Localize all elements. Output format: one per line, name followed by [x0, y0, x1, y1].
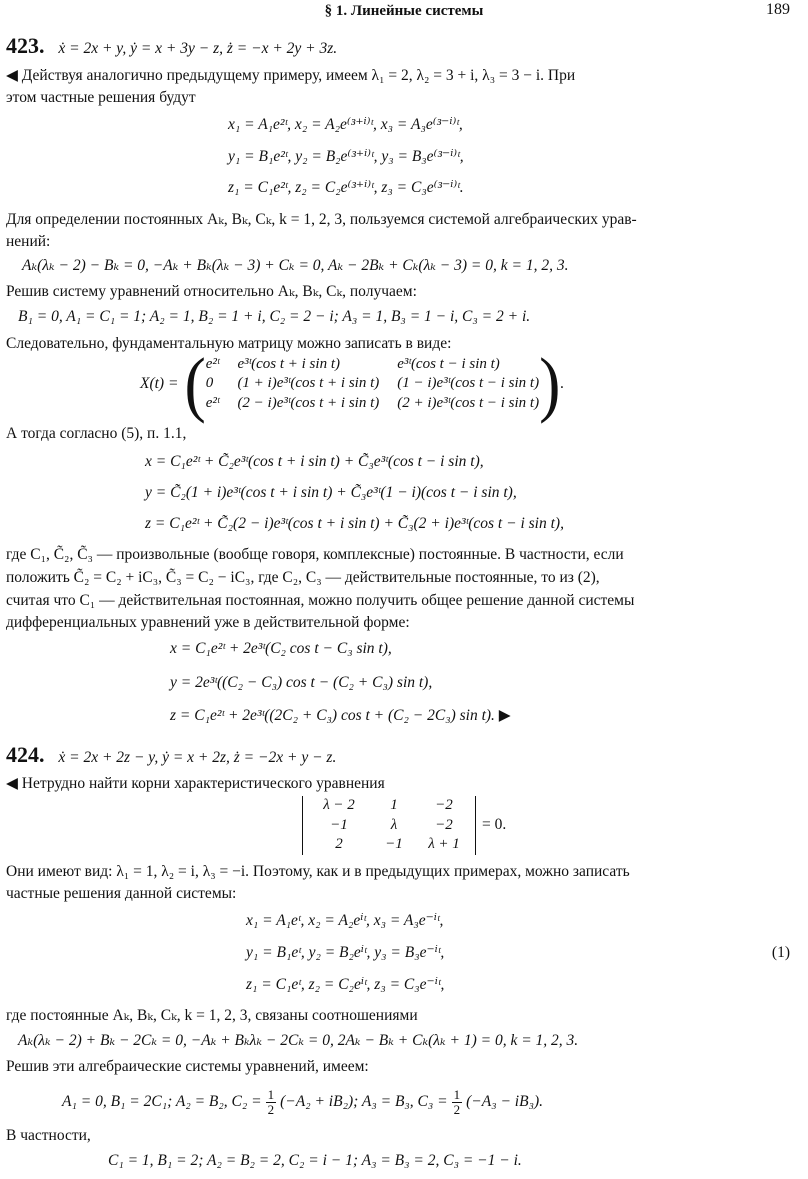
particular-solution-x: x₁ = A₁e²ᵗ, x₂ = A₂e⁽³⁺ⁱ⁾ᵗ, x₃ = A₃e⁽³⁻ⁱ⁾ᵗ, [228, 116, 463, 133]
det-cell: −1 [385, 836, 403, 852]
fraction-one-half: $\frac{1}{2}$ [453, 1087, 461, 1117]
real-solution-x: x = C₁e²ᵗ + 2e³ᵗ(C₂ cos t − C₃ sin t), [170, 640, 392, 657]
matrix-cell: (1 + i)e³ᵗ(cos t + i sin t) [237, 375, 380, 392]
relations-part-c: (−A₃ − iB₃). [466, 1093, 544, 1111]
general-solution-z: z = C₁e²ᵗ + C̃₂(2 − i)e³ᵗ(cos t + i sin t) + C̃₃(2 + i)e³ᵗ(cos t − i sin t), [145, 515, 564, 532]
text-line: Для определении постоянных Aₖ, Bₖ, Cₖ, k = 1, 2, 3, пользуемся системой алгебраических урав- [6, 211, 637, 228]
problem-number: 424. [6, 742, 45, 767]
system-equations: ẋ = 2x + 2z − y, ẏ = x + 2z, ż = −2x + y − z. [58, 749, 337, 766]
text-line: считая что C₁ — действительная постоянная, можно получить общее решение данной системы [6, 592, 635, 609]
particular-solution-z: z₁ = C₁eᵗ, z₂ = C₂eⁱᵗ, z₃ = C₃e⁻ⁱᵗ, [246, 976, 445, 993]
characteristic-determinant [302, 796, 506, 855]
particular-solution-y: y₁ = B₁e²ᵗ, y₂ = B₂e⁽³⁺ⁱ⁾ᵗ, y₃ = B₃e⁽³⁻ⁱ⁾ᵗ, [228, 148, 464, 165]
det-cell: −1 [330, 816, 348, 833]
fundamental-matrix [140, 342, 565, 425]
fraction-one-half: $\frac{1}{2}$ [267, 1087, 275, 1117]
final-values: C₁ = 1, B₁ = 2; A₂ = B₂ = 2, C₂ = i − 1; A₃ = B₃ = 2, C₃ = −1 − i. [108, 1152, 522, 1169]
text-line: Решив эти алгебраические системы уравнений, имеем: [6, 1058, 369, 1075]
matrix-cell: e³ᵗ(cos t + i sin t) [237, 355, 340, 372]
problem-423-statement [6, 32, 796, 61]
text-line: А тогда согласно (5), п. 1.1, [6, 425, 187, 442]
text-line: положить C̃₂ = C₂ + iC₃, C̃₃ = C₂ − iC₃, где C₂, C₃ — действительные постоянные, то из (2), [6, 569, 600, 586]
relations-part-b: (−A₂ + iB₂); A₃ = B₃, C₃ = [280, 1093, 448, 1111]
problem-424-statement [6, 741, 796, 770]
matrix-lhs: X(t) = [140, 374, 179, 392]
text-line: ◀ Нетрудно найти корни характеристического уравнения [6, 775, 385, 792]
system-equations: ẋ = 2x + y, ẏ = x + 3y − z, ż = −x + 2y + 3z. [58, 40, 338, 57]
det-cell: 2 [335, 836, 343, 852]
matrix-cell: 0 [205, 375, 214, 392]
real-solution-y: y = 2e³ᵗ((C₂ − C₃) cos t − (C₂ + C₃) sin t), [170, 674, 433, 691]
text-line: нений: [6, 233, 51, 250]
problem-number: 423. [6, 33, 45, 58]
algebraic-system: Aₖ(λₖ − 2) − Bₖ = 0, −Aₖ + Bₖ(λₖ − 3) + Cₖ = 0, Aₖ − 2Bₖ + Cₖ(λₖ − 3) = 0, k = 1, 2, 3. [22, 257, 569, 274]
page-number: 189 [766, 1, 790, 18]
matrix-cell: e²ᵗ [205, 355, 220, 372]
matrix-cell: (1 − i)e³ᵗ(cos t − i sin t) [397, 375, 540, 392]
matrix-cell: (2 − i)e³ᵗ(cos t + i sin t) [237, 394, 380, 411]
det-cell: 1 [390, 797, 398, 813]
text-line: частные решения данной системы: [6, 885, 237, 902]
det-cell: −2 [435, 797, 453, 813]
det-cell: λ [390, 816, 398, 833]
text-line: этом частные решения будут [6, 89, 196, 106]
text-line: Следовательно, фундаментальную матрицу можно записать в виде: [6, 335, 452, 352]
det-cell: λ + 1 [428, 836, 460, 852]
general-solution-x: x = C₁e²ᵗ + C̃₂e³ᵗ(cos t + i sin t) + C̃₃e³ᵗ(cos t − i sin t), [145, 453, 484, 470]
text-line: где C₁, C̃₂, C̃₃ — произвольные (вообще говоря, комплексные) постоянные. В частности, если [6, 546, 624, 563]
determinant-grid [302, 796, 476, 855]
text-line: дифференциальных уравнений уже в действительной форме: [6, 614, 410, 631]
det-cell: λ − 2 [323, 797, 355, 813]
particular-solution-x: x₁ = A₁eᵗ, x₂ = A₂eⁱᵗ, x₃ = A₃e⁻ⁱᵗ, [246, 912, 444, 929]
coefficient-relations [62, 1088, 543, 1116]
matrix-period: . [560, 374, 565, 392]
matrix-grid [206, 355, 539, 414]
matrix-cell: (2 + i)e³ᵗ(cos t − i sin t) [397, 394, 540, 411]
text-line: где постоянные Aₖ, Bₖ, Cₖ, k = 1, 2, 3, связаны соотношениями [6, 1007, 418, 1024]
text-line: В частности, [6, 1127, 91, 1144]
general-solution-y: y = C̃₂(1 + i)e³ᵗ(cos t + i sin t) + C̃₃e³ᵗ(1 − i)(cos t − i sin t), [145, 484, 517, 501]
algebraic-system: Aₖ(λₖ − 2) + Bₖ − 2Cₖ = 0, −Aₖ + Bₖλₖ − 2Cₖ = 0, 2Aₖ − Bₖ + Cₖ(λₖ + 1) = 0, k = 1, 2, 3. [18, 1032, 579, 1049]
right-paren: ) [539, 342, 561, 425]
det-rhs: = 0. [482, 816, 507, 834]
det-cell: −2 [435, 816, 453, 833]
text-line: ◀ Действуя аналогично предыдущему примеру, имеем λ₁ = 2, λ₂ = 3 + i, λ₃ = 3 − i. При [6, 67, 576, 84]
running-head: § 1. Линейные системы [324, 3, 484, 19]
text-line: Они имеют вид: λ₁ = 1, λ₂ = i, λ₃ = −i. Поэтому, как и в предыдущих примерах, можно записать [6, 863, 630, 880]
particular-solution-y: y₁ = B₁eᵗ, y₂ = B₂eⁱᵗ, y₃ = B₃e⁻ⁱᵗ, [246, 944, 445, 961]
real-solution-z: z = C₁e²ᵗ + 2e³ᵗ((2C₂ + C₃) cos t + (C₂ − 2C₃) sin t). ▶ [170, 707, 511, 724]
relations-part-a: A₁ = 0, B₁ = 2C₁; A₂ = B₂, C₂ = [62, 1093, 262, 1111]
left-paren: ( [184, 342, 206, 425]
particular-solution-z: z₁ = C₁e²ᵗ, z₂ = C₂e⁽³⁺ⁱ⁾ᵗ, z₃ = C₃e⁽³⁻ⁱ⁾ᵗ. [228, 179, 464, 196]
matrix-cell: e³ᵗ(cos t − i sin t) [397, 355, 500, 372]
coefficient-values: B₁ = 0, A₁ = C₁ = 1; A₂ = 1, B₂ = 1 + i, C₂ = 2 − i; A₃ = 1, B₃ = 1 − i, C₃ = 2 + i. [18, 308, 531, 325]
matrix-cell: e²ᵗ [205, 394, 220, 411]
equation-label: (1) [771, 944, 790, 961]
text-line: Решив систему уравнений относительно Aₖ, Bₖ, Cₖ, получаем: [6, 283, 417, 300]
